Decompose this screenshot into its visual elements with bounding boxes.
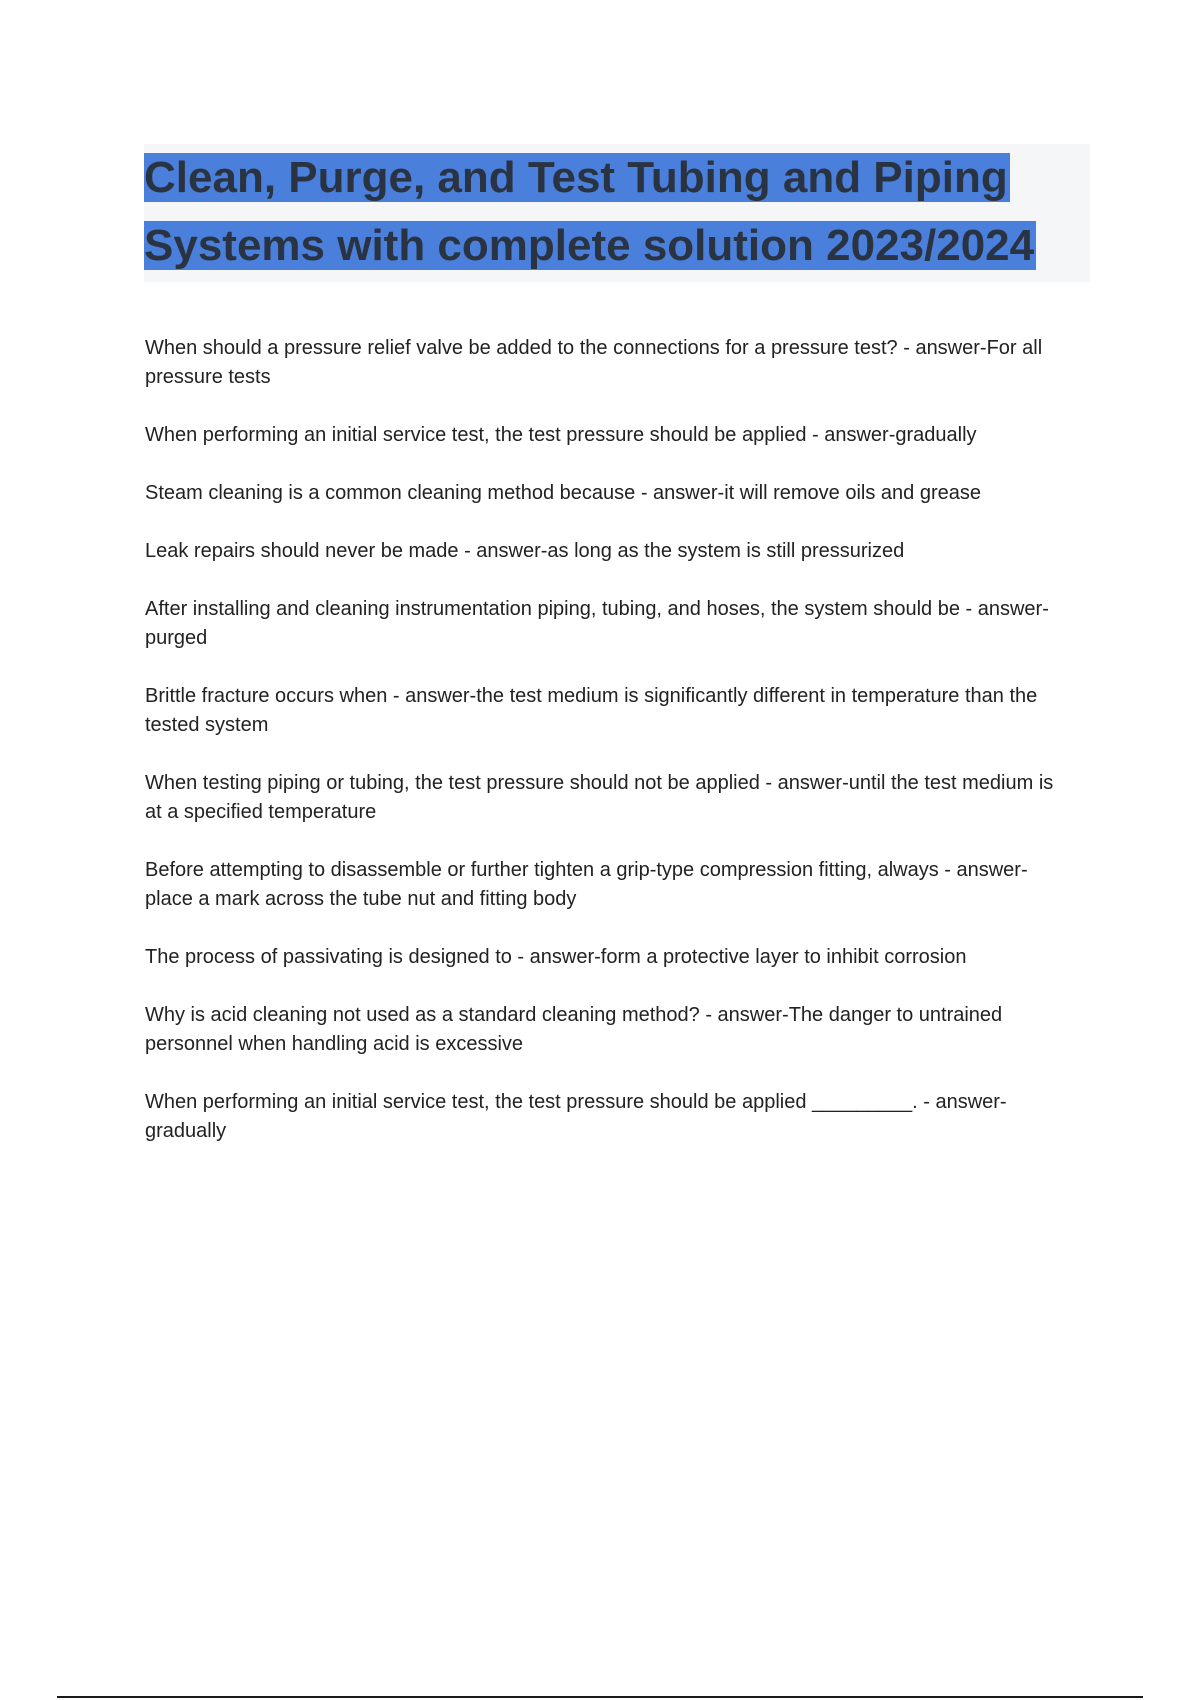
qa-item: When testing piping or tubing, the test pressure should not be applied - answer-until the test medium is at a specified temperature — [145, 772, 1054, 823]
qa-item: When performing an initial service test, the test pressure should be applied _________. - answer-gradually — [145, 1091, 1007, 1142]
page-bottom-divider — [57, 1696, 1143, 1698]
title-block — [144, 144, 1090, 282]
qa-item: When should a pressure relief valve be added to the connections for a pressure test? - answer-For all pressure tests — [145, 337, 1043, 388]
question-answer-list — [145, 334, 1085, 1175]
qa-item: Before attempting to disassemble or further tighten a grip-type compression fitting, always - answer-place a mark across the tube nut and fitting body — [145, 859, 1028, 910]
highlighted-title-text: Clean, Purge, and Test Tubing and Piping Systems with complete solution 2023/2024 — [144, 153, 1035, 270]
page-title — [144, 144, 1090, 280]
qa-item: Why is acid cleaning not used as a standard cleaning method? - answer-The danger to untrained personnel when handling acid is excessive — [145, 1004, 1003, 1055]
qa-item: Leak repairs should never be made - answer-as long as the system is still pressurized — [145, 540, 905, 562]
qa-item: When performing an initial service test, the test pressure should be applied - answer-gradually — [145, 424, 977, 446]
qa-item: The process of passivating is designed to - answer-form a protective layer to inhibit corrosion — [145, 946, 967, 968]
qa-item: Steam cleaning is a common cleaning method because - answer-it will remove oils and grease — [145, 482, 981, 504]
qa-item: After installing and cleaning instrumentation piping, tubing, and hoses, the system should be - answer-purged — [145, 598, 1049, 649]
qa-item: Brittle fracture occurs when - answer-the test medium is significantly different in temperature than the tested system — [145, 685, 1038, 736]
